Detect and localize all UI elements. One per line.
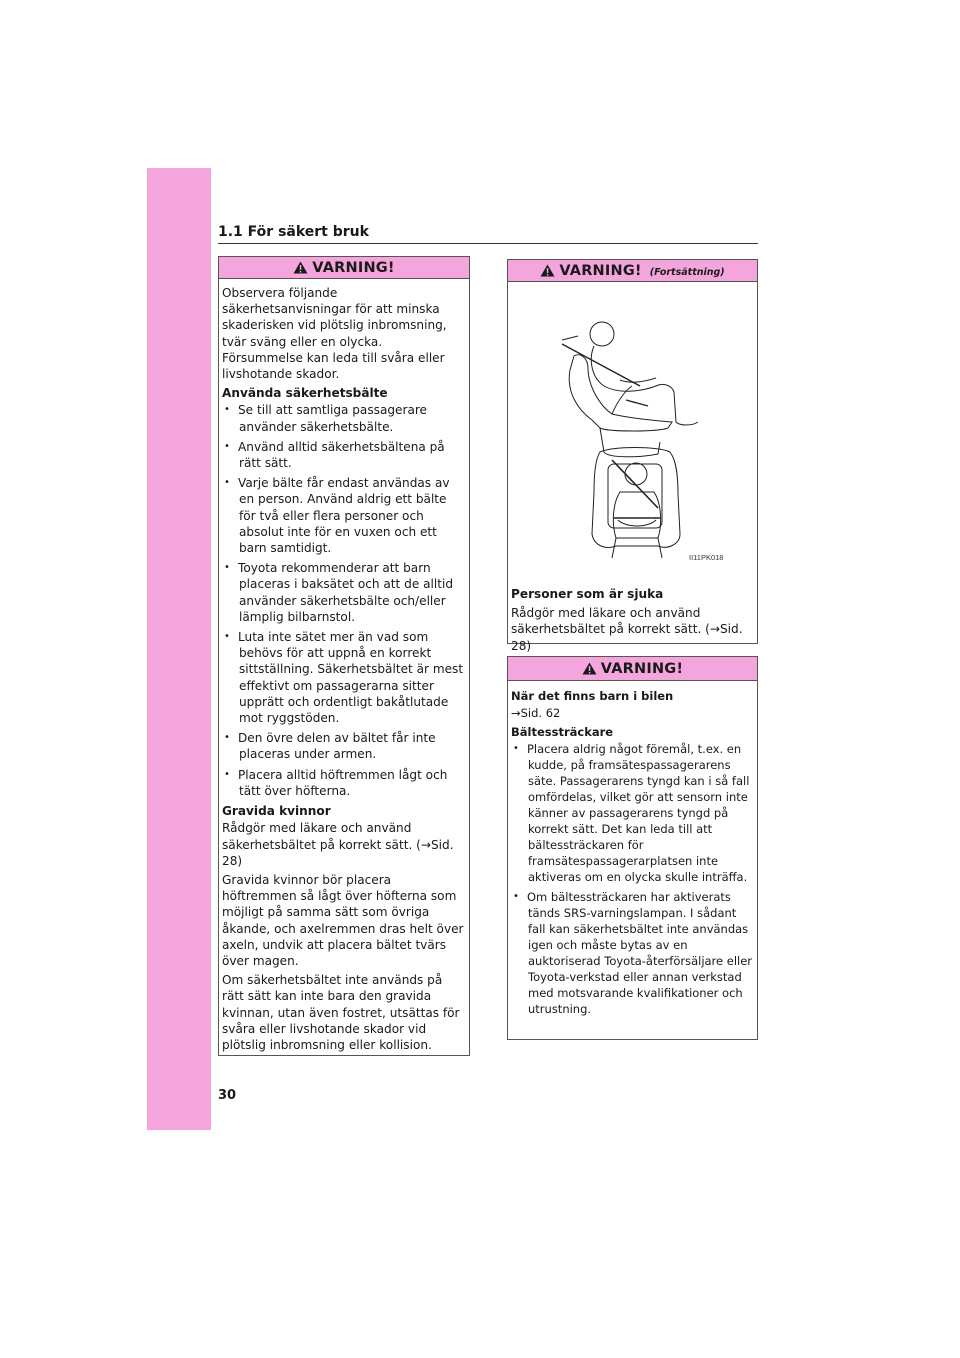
warning-box-children-pretensioners (507, 656, 758, 1040)
paragraph: Rådgör med läkare och använd säkerhetsbältet på korrekt sätt. (→Sid. 28) (511, 606, 743, 653)
list-item: • Luta inte sätet mer än vad som behövs för att uppnå en korrekt sittställning. Säkerhetsbältet är mest effektivt om passagerarna sitter upprätt och ordentligt bakåtlutade mot ryggstöden. (222, 629, 465, 726)
list-item: • Den övre delen av bältet får inte placeras under armen. (222, 730, 465, 762)
warning-content (219, 279, 469, 1053)
list-item: • Se till att samtliga passagerare använder säkerhetsbälte. (222, 402, 465, 434)
seatbelt-illustration (508, 282, 757, 582)
page-number: 30 (218, 1088, 237, 1103)
warning-banner (508, 657, 757, 681)
list-item: • Om bältessträckaren har aktiverats tänds SRS-varningslampan. I sådant fall kan säkerhetsbältet inte användas igen och måste bytas av en auktoriserad Toyota-återförsäljare eller Toyota-verkstad eller annan verkstad med motsvarande kvalifikationer och utrustning. (511, 889, 753, 1017)
seated-person-illustration (508, 282, 757, 582)
paragraph: Gravida kvinnor bör placera höftremmen så lågt över höfterna som möjligt på samma sätt som övriga åkande, och axelremmen dras helt över axeln, undvik att placera bältet tvärs över magen. (222, 872, 464, 968)
subheading-pretensioners: Bältessträckare (511, 725, 614, 739)
pretensioner-bullet-list (511, 741, 753, 1017)
paragraph: Rådgör med läkare och använd säkerhetsbältet på korrekt sätt. (→Sid. 28) (222, 821, 454, 868)
warning-banner (508, 260, 757, 282)
warning-content (508, 582, 757, 654)
continuation-label: (Fortsättning) (649, 266, 725, 278)
list-item: • Placera alltid höftremmen lågt och tätt över höfterna. (222, 767, 465, 799)
list-item: • Toyota rekommenderar att barn placeras i baksätet och att de alltid använder säkerhetsbälte och/eller lämplig bilbarnstol. (222, 560, 465, 625)
page-reference: →Sid. 62 (511, 706, 561, 720)
warning-box-seatbelts (218, 256, 470, 1056)
intro-paragraph: Observera följande säkerhetsanvisningar för att minska skaderisken vid plötslig inbromsning, tvär sväng eller en olycka. Försummelse kan leda till svåra eller livshotande skador. (222, 286, 447, 382)
warning-box-continuation (507, 259, 758, 653)
warning-banner (219, 257, 469, 279)
seatbelt-bullet-list (222, 402, 465, 799)
header-divider (218, 243, 758, 244)
chapter-sidebar-tab (147, 168, 211, 1130)
subheading-seatbelt-use: Använda säkerhetsbälte (222, 386, 388, 401)
figure-code: II11PK018 (689, 553, 724, 562)
paragraph: Om säkerhetsbältet inte används på rätt sätt kan inte bara den gravida kvinnan, utan även fostret, utsättas för svåra eller livshotande skador vid plötslig inbromsning eller kollision. (222, 973, 460, 1052)
subheading-sick-persons: Personer som är sjuka (511, 587, 664, 601)
warning-content (508, 681, 757, 1017)
list-item: • Använd alltid säkerhetsbältena på rätt sätt. (222, 439, 465, 471)
warning-banner-label: VARNING! (312, 259, 395, 276)
warning-triangle-icon (582, 662, 597, 675)
subheading-pregnant-women: Gravida kvinnor (222, 804, 331, 819)
warning-banner-label: VARNING! (559, 262, 642, 279)
warning-triangle-icon (293, 261, 308, 274)
section-title: 1.1 För säkert bruk (218, 224, 369, 240)
list-item: • Placera aldrig något föremål, t.ex. en kudde, på framsätespassagerarens säte. Passagerarens tyngd kan i så fall omfördelas, vilket gör att sensorn inte känner av passagerarens tyngd på korrekt sätt. Det kan leda till att bältessträckaren för framsätespassagerarplatsen inte aktiveras om en olycka skulle inträffa. (511, 741, 753, 885)
subheading-children: När det finns barn i bilen (511, 689, 674, 703)
list-item: • Varje bälte får endast användas av en person. Använd aldrig ett bälte för två eller flera personer och absolut inte för en vuxen och ett barn samtidigt. (222, 475, 465, 556)
warning-triangle-icon (540, 264, 555, 277)
warning-banner-label: VARNING! (600, 660, 684, 677)
